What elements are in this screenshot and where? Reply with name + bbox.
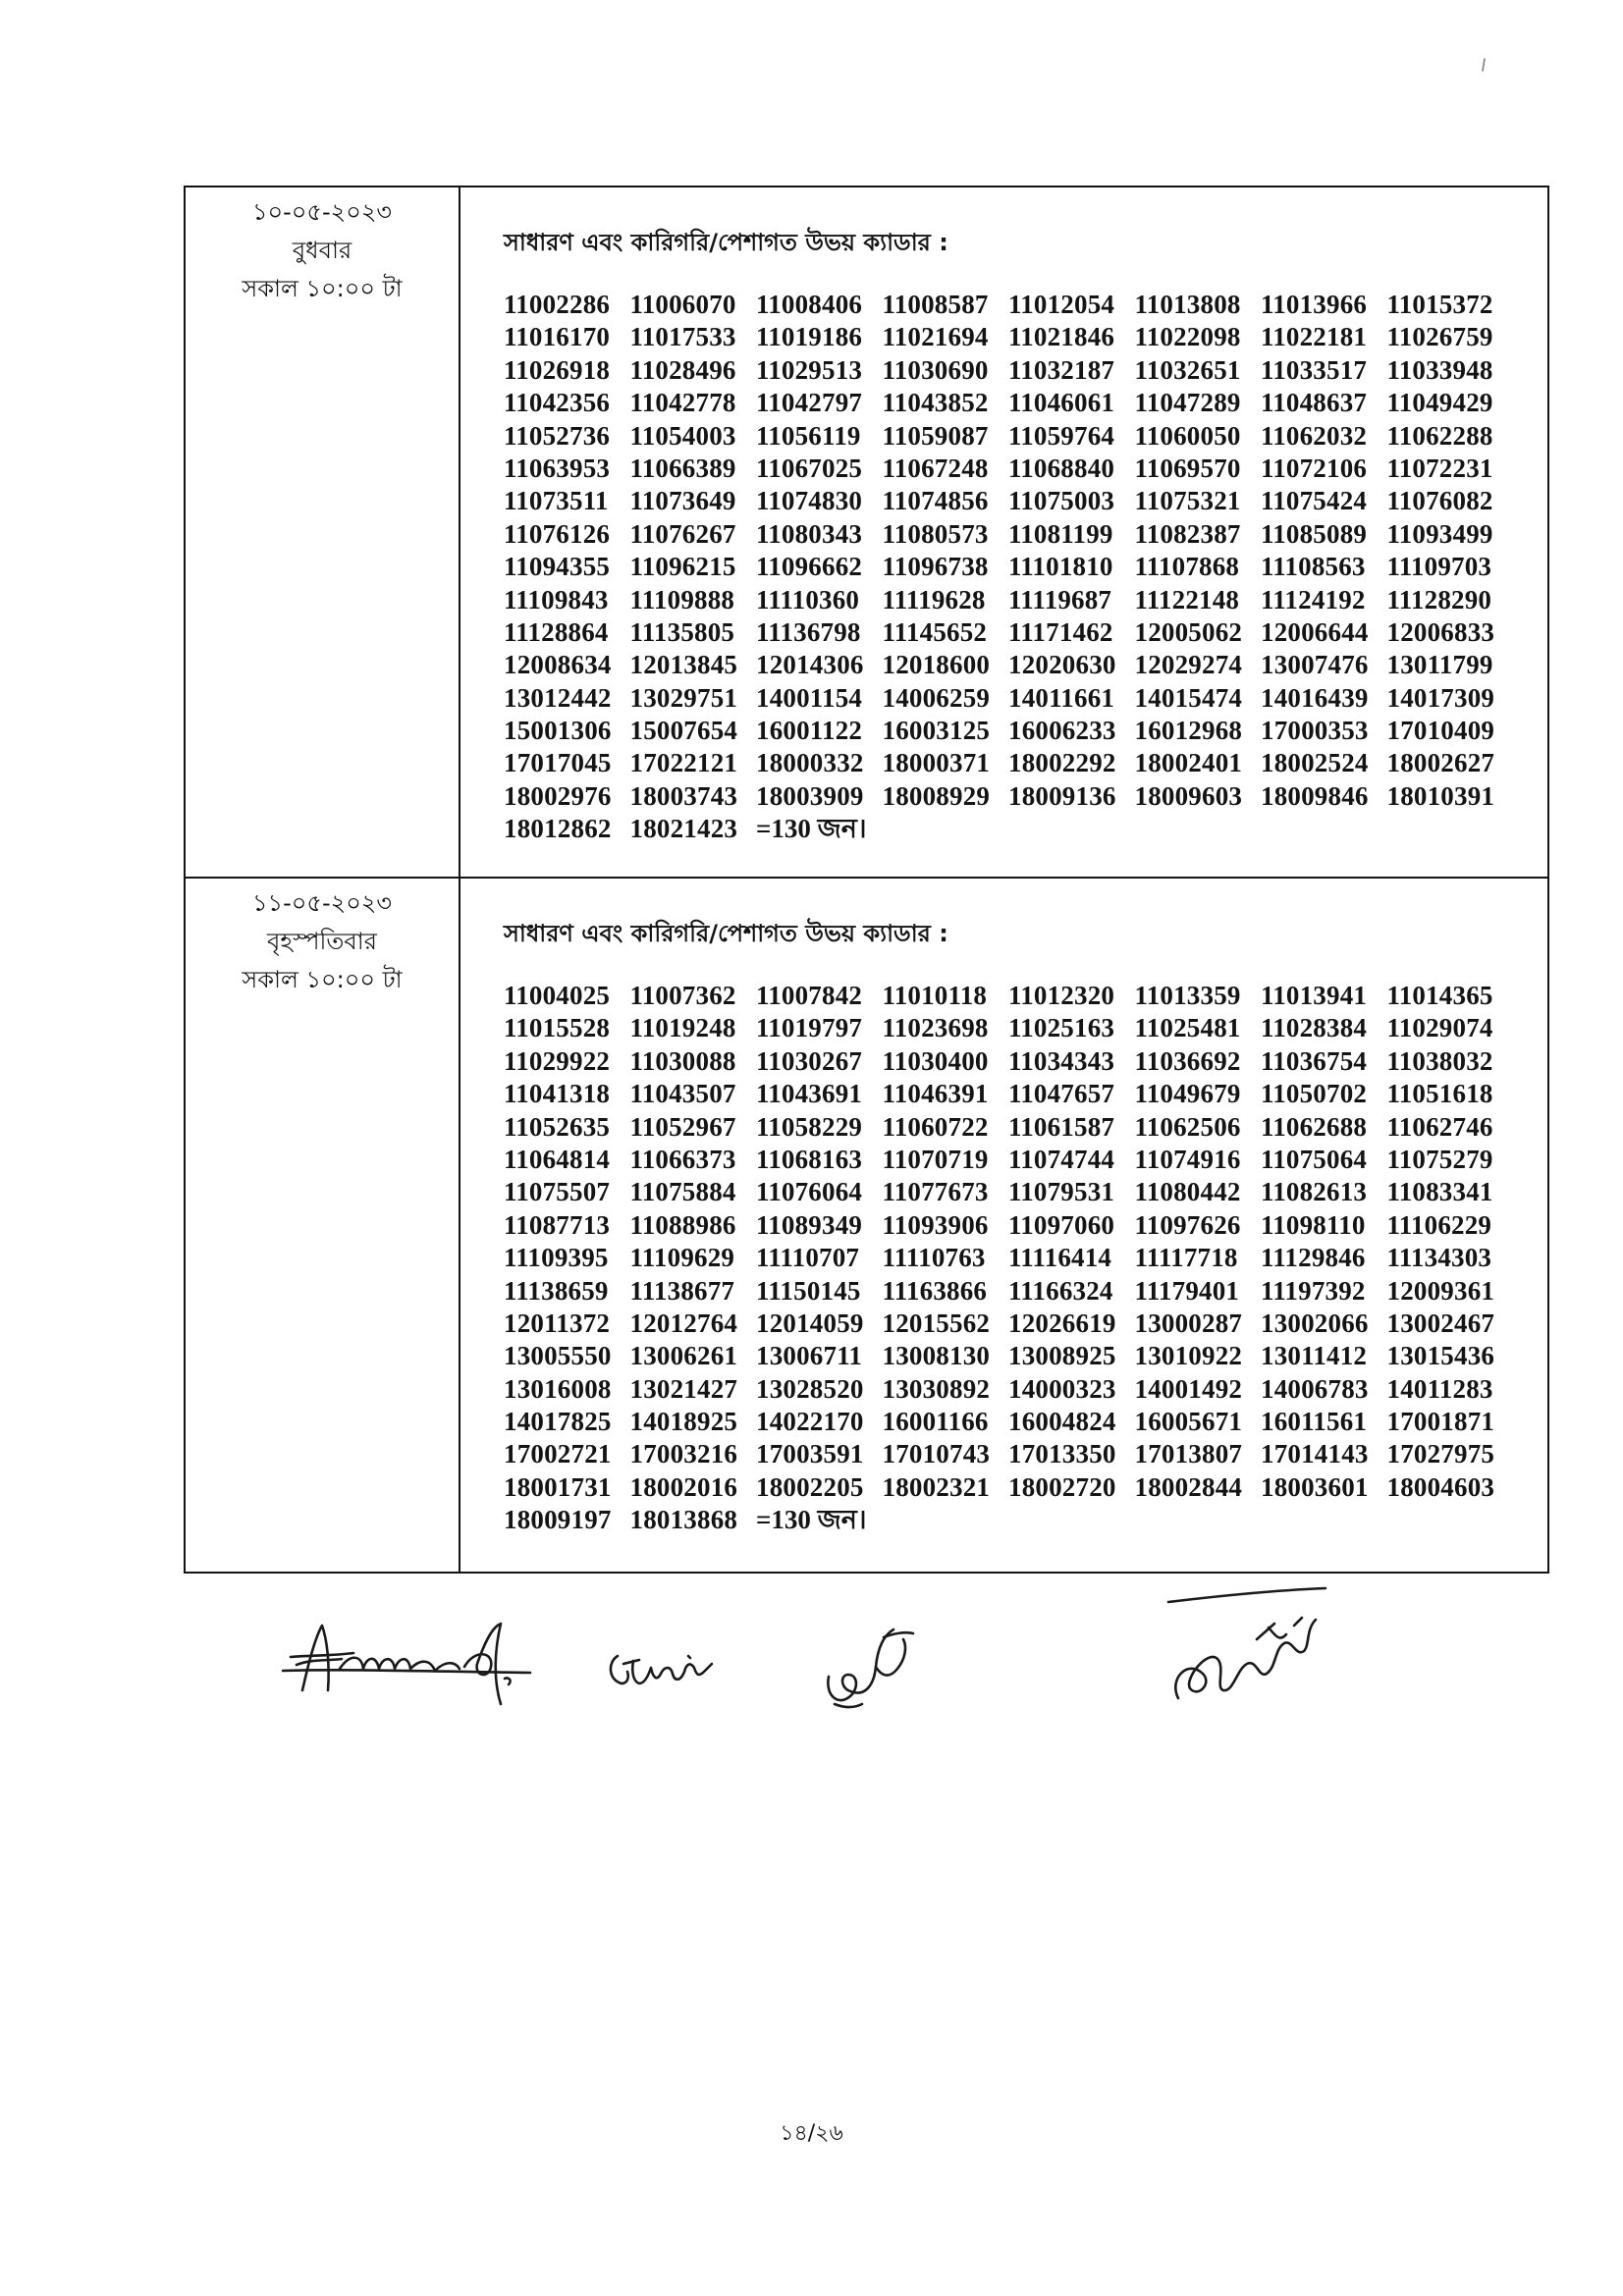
roll-number: 11101810 (1008, 552, 1113, 582)
roll-number: 11002286 (504, 290, 611, 319)
roll-number: 11076082 (1386, 486, 1493, 516)
roll-number: 14000323 (1008, 1373, 1116, 1404)
roll-number: 17003216 (629, 1439, 738, 1469)
roll-number: 11034343 (1008, 1045, 1115, 1076)
roll-number: 11138659 (504, 1275, 609, 1306)
roll-number: 12014059 (756, 1308, 864, 1338)
roll-number: 11062032 (1261, 420, 1368, 451)
signature-4 (1159, 1580, 1335, 1713)
exam-date: ১০-০৫-২০২৩ (251, 198, 393, 226)
roll-number: 11074916 (1134, 1144, 1241, 1174)
roll-number: 11179401 (1134, 1275, 1240, 1306)
roll-number: 13016008 (504, 1373, 612, 1404)
roll-number: 16003125 (882, 716, 991, 746)
roll-number: 11094355 (504, 552, 611, 582)
roll-number: 11042778 (629, 388, 736, 418)
roll-number: 18013868 (629, 1505, 738, 1535)
roll-number: 11163866 (882, 1275, 988, 1306)
roll-number: 14015474 (1134, 682, 1243, 713)
roll-number: 11093499 (1386, 518, 1493, 549)
roll-number: 11043507 (629, 1079, 736, 1109)
roll-number: 11145652 (882, 616, 988, 647)
roll-number: 11021694 (882, 322, 989, 352)
roll-number: 11080442 (1134, 1177, 1241, 1207)
roll-number: 11043691 (756, 1079, 863, 1109)
roll-number: 11166324 (1008, 1275, 1113, 1306)
roll-number: 11013966 (1261, 290, 1368, 319)
roll-number: 11075507 (504, 1177, 611, 1207)
roll-number: 11075279 (1386, 1144, 1493, 1174)
roll-number: 11119687 (1008, 584, 1112, 614)
roll-number: 18002524 (1261, 748, 1369, 778)
roll-number: 11096738 (882, 552, 989, 582)
roll-number: 17014143 (1261, 1439, 1369, 1469)
roll-number: 13010922 (1134, 1341, 1243, 1371)
roll-number: 14017309 (1386, 682, 1495, 713)
roll-number: 17013807 (1134, 1439, 1243, 1469)
roll-number: 11047657 (1008, 1079, 1115, 1109)
roll-number: 11015372 (1386, 290, 1493, 319)
roll-number: 13000287 (1134, 1308, 1243, 1338)
roll-number: 18002205 (756, 1471, 864, 1502)
roll-number: 12026619 (1008, 1308, 1116, 1338)
roll-number: 13006711 (756, 1341, 863, 1371)
roll-number: 11085089 (1261, 518, 1368, 549)
roll-number: 16004824 (1008, 1407, 1116, 1437)
roll-number: 11066389 (629, 453, 736, 483)
roll-number: 11017533 (629, 322, 736, 352)
roll-number: 18003909 (756, 780, 864, 811)
roll-number: 11021846 (1008, 322, 1115, 352)
total-count: =130 জন। (756, 814, 867, 844)
roll-number: 18000332 (756, 748, 864, 778)
roll-number: 11049429 (1386, 388, 1493, 418)
roll-number: 13007476 (1261, 650, 1369, 680)
roll-number: 17027975 (1386, 1439, 1495, 1469)
roll-number: 12008634 (504, 650, 612, 680)
roll-number: 12006644 (1261, 616, 1369, 647)
schedule-row (186, 187, 1547, 877)
roll-number: 11059764 (1008, 420, 1115, 451)
roll-number: 18009136 (1008, 780, 1116, 811)
roll-number: 17000353 (1261, 716, 1369, 746)
roll-number: 11013941 (1261, 981, 1368, 1010)
roll-number: 11041318 (504, 1079, 611, 1109)
roll-number: 11050702 (1261, 1079, 1368, 1109)
roll-number: 11049679 (1134, 1079, 1241, 1109)
roll-number: 11058229 (756, 1111, 863, 1142)
roll-number: 11080343 (756, 518, 863, 549)
signature-1 (273, 1610, 548, 1723)
roll-number: 11032187 (1008, 354, 1115, 385)
roll-number: 11062746 (1386, 1111, 1493, 1142)
roll-number: 11052967 (629, 1111, 736, 1142)
schedule-row (186, 877, 1547, 1572)
roll-number: 18002401 (1134, 748, 1243, 778)
roll-number: 12011372 (504, 1308, 611, 1338)
roll-number: 11042797 (756, 388, 863, 418)
roll-number: 13012442 (504, 682, 612, 713)
roll-number: 11030400 (882, 1045, 989, 1076)
roll-number: 12015562 (882, 1308, 991, 1338)
roll-number: 17003591 (756, 1439, 864, 1469)
roll-number: 16012968 (1134, 716, 1243, 746)
roll-number: 14022170 (756, 1407, 864, 1437)
roll-number: 11088986 (629, 1209, 736, 1240)
roll-number: 11110763 (882, 1243, 986, 1273)
roll-cell (460, 879, 1547, 1572)
roll-number: 13006261 (629, 1341, 738, 1371)
roll-number-list (504, 289, 1513, 846)
roll-number: 11082613 (1261, 1177, 1368, 1207)
roll-number: 11062506 (1134, 1111, 1241, 1142)
roll-number: 11052736 (504, 420, 611, 451)
roll-number: 11028384 (1261, 1013, 1368, 1043)
roll-number: 14011661 (1008, 682, 1115, 713)
roll-number: 17013350 (1008, 1439, 1116, 1469)
roll-number: 18003743 (629, 780, 738, 811)
roll-number: 11083341 (1386, 1177, 1493, 1207)
roll-number: 11109395 (504, 1243, 609, 1273)
roll-number: 11089349 (756, 1209, 863, 1240)
roll-number: 11080573 (882, 518, 989, 549)
roll-number: 14006259 (882, 682, 991, 713)
roll-number: 18002627 (1386, 748, 1495, 778)
roll-number: 17002721 (504, 1439, 612, 1469)
roll-number: 11019186 (756, 322, 863, 352)
roll-number: 11012054 (1008, 290, 1115, 319)
roll-number: 16001166 (882, 1407, 989, 1437)
roll-number: 11096662 (756, 552, 863, 582)
roll-number: 18002720 (1008, 1471, 1116, 1502)
roll-number: 13005550 (504, 1341, 612, 1371)
roll-number: 11076064 (756, 1177, 863, 1207)
roll-number: 14011283 (1386, 1373, 1493, 1404)
roll-number: 11076126 (504, 518, 611, 549)
roll-number: 11033948 (1386, 354, 1493, 385)
roll-number: 16011561 (1261, 1407, 1368, 1437)
roll-number: 16001122 (756, 716, 863, 746)
roll-number: 11030690 (882, 354, 989, 385)
roll-number: 11074856 (882, 486, 989, 516)
roll-number: 11072106 (1261, 453, 1368, 483)
roll-number: 11048637 (1261, 388, 1368, 418)
roll-number: 16006233 (1008, 716, 1116, 746)
roll-number: 11036754 (1261, 1045, 1368, 1076)
roll-number: 14006783 (1261, 1373, 1369, 1404)
roll-number: 11077673 (882, 1177, 989, 1207)
roll-number: 11082387 (1134, 518, 1241, 549)
page-number: ১৪/২৬ (780, 2121, 843, 2146)
roll-number: 11124192 (1261, 584, 1366, 614)
roll-number: 14017825 (504, 1407, 612, 1437)
roll-number: 11074830 (756, 486, 863, 516)
roll-number: 18002016 (629, 1471, 738, 1502)
roll-number: 11074744 (1008, 1144, 1115, 1174)
roll-number: 11073649 (629, 486, 736, 516)
roll-number: 11128864 (504, 616, 609, 647)
roll-number: 12012764 (629, 1308, 738, 1338)
roll-number: 11013808 (1134, 290, 1241, 319)
roll-number: 11028496 (629, 354, 736, 385)
roll-number: 11019797 (756, 1013, 863, 1043)
roll-number: 11109629 (629, 1243, 735, 1273)
roll-number: 11087713 (504, 1209, 611, 1240)
roll-number: 11061587 (1008, 1111, 1115, 1142)
roll-number: 11007842 (756, 981, 863, 1010)
roll-number: 17010743 (882, 1439, 991, 1469)
roll-number: 12005062 (1134, 616, 1243, 647)
roll-number: 11038032 (1386, 1045, 1493, 1076)
roll-number: 11033517 (1261, 354, 1368, 385)
roll-number: 11026918 (504, 354, 611, 385)
roll-number: 11171462 (1008, 616, 1113, 647)
roll-number: 11030088 (629, 1045, 736, 1076)
roll-number: 11096215 (629, 552, 736, 582)
cadre-heading: সাধারণ এবং কারিগরি/পেশাগত উভয় ক্যাডার : (504, 920, 948, 947)
roll-number: 17022121 (629, 748, 738, 778)
roll-number: 11052635 (504, 1111, 611, 1142)
roll-number: 13002066 (1261, 1308, 1369, 1338)
exam-weekday: বৃহস্পতিবার (267, 928, 377, 955)
roll-number: 18001731 (504, 1471, 612, 1502)
roll-number: 14001492 (1134, 1373, 1243, 1404)
roll-number-list (504, 980, 1513, 1537)
roll-number: 13029751 (629, 682, 738, 713)
roll-number: 11108563 (1261, 552, 1366, 582)
roll-number: 12018600 (882, 650, 991, 680)
roll-number: 11079531 (1008, 1177, 1115, 1207)
roll-number: 18002321 (882, 1471, 991, 1502)
roll-number: 11046061 (1008, 388, 1115, 418)
roll-number: 11069570 (1134, 453, 1241, 483)
roll-number: 18009603 (1134, 780, 1243, 811)
date-cell (186, 879, 460, 1572)
signature-2 (594, 1634, 722, 1698)
roll-number: 11030267 (756, 1045, 863, 1076)
roll-number: 11036692 (1134, 1045, 1241, 1076)
roll-number: 11060722 (882, 1111, 989, 1142)
roll-number: 11029922 (504, 1045, 611, 1076)
roll-number: 11013359 (1134, 981, 1241, 1010)
roll-number: 11070719 (882, 1144, 989, 1174)
roll-number: 11138677 (629, 1275, 735, 1306)
roll-number: 11014365 (1386, 981, 1493, 1010)
roll-number: 11072231 (1386, 453, 1493, 483)
total-count: =130 জন। (756, 1505, 867, 1535)
roll-number: 11109888 (629, 584, 735, 614)
roll-number: 11006070 (629, 290, 736, 319)
roll-number: 11007362 (629, 981, 736, 1010)
roll-number: 11116414 (1008, 1243, 1112, 1273)
roll-number: 14016439 (1261, 682, 1369, 713)
roll-number: 11064814 (504, 1144, 611, 1174)
roll-number: 12020630 (1008, 650, 1116, 680)
roll-number: 11054003 (629, 420, 736, 451)
roll-number: 11029513 (756, 354, 863, 385)
roll-number: 13008130 (882, 1341, 991, 1371)
roll-cell (460, 187, 1547, 877)
date-cell (186, 187, 460, 877)
roll-number: 11119628 (882, 584, 986, 614)
roll-number: 18004603 (1386, 1471, 1495, 1502)
roll-number: 11107868 (1134, 552, 1240, 582)
roll-number: 18008929 (882, 780, 991, 811)
roll-number: 12006833 (1386, 616, 1495, 647)
roll-number: 11022181 (1261, 322, 1368, 352)
roll-number: 11062688 (1261, 1111, 1368, 1142)
roll-number: 17017045 (504, 748, 612, 778)
exam-schedule-table (184, 186, 1549, 1574)
roll-number: 18010391 (1386, 780, 1495, 811)
roll-number: 11025481 (1134, 1013, 1241, 1043)
roll-number: 11075003 (1008, 486, 1115, 516)
roll-number: 12029274 (1134, 650, 1243, 680)
roll-number: 13011412 (1261, 1341, 1368, 1371)
roll-number: 11067248 (882, 453, 989, 483)
roll-number: 11016170 (504, 322, 611, 352)
roll-number: 11093906 (882, 1209, 989, 1240)
roll-number: 11075064 (1261, 1144, 1368, 1174)
roll-number: 11075321 (1134, 486, 1241, 516)
roll-number: 11109843 (504, 584, 609, 614)
roll-number: 12014306 (756, 650, 864, 680)
roll-number: 18021423 (629, 814, 738, 844)
roll-number: 13021427 (629, 1373, 738, 1404)
roll-number: 11023698 (882, 1013, 989, 1043)
roll-number: 11073511 (504, 486, 609, 516)
roll-number: 17010409 (1386, 716, 1495, 746)
roll-number: 15001306 (504, 716, 612, 746)
roll-number: 11063953 (504, 453, 611, 483)
roll-number: 11012320 (1008, 981, 1115, 1010)
roll-number: 12009361 (1386, 1275, 1495, 1306)
roll-number: 11029074 (1386, 1013, 1493, 1043)
roll-number: 13008925 (1008, 1341, 1116, 1371)
roll-number: 11047289 (1134, 388, 1241, 418)
roll-number: 13028520 (756, 1373, 864, 1404)
roll-number: 11122148 (1134, 584, 1240, 614)
roll-number: 11109703 (1386, 552, 1492, 582)
roll-number: 17001871 (1386, 1407, 1495, 1437)
roll-number: 18002844 (1134, 1471, 1243, 1502)
roll-number: 11025163 (1008, 1013, 1115, 1043)
roll-number: 11081199 (1008, 518, 1113, 549)
roll-number: 11042356 (504, 388, 611, 418)
roll-number: 14018925 (629, 1407, 738, 1437)
roll-number: 13011799 (1386, 650, 1493, 680)
roll-number: 11068163 (756, 1144, 863, 1174)
roll-number: 11076267 (629, 518, 736, 549)
roll-number: 11004025 (504, 981, 611, 1010)
roll-number: 11019248 (629, 1013, 736, 1043)
roll-number: 11110707 (756, 1243, 860, 1273)
roll-number: 11135805 (629, 616, 735, 647)
roll-number: 11022098 (1134, 322, 1241, 352)
roll-number: 18002976 (504, 780, 612, 811)
roll-number: 13002467 (1386, 1308, 1495, 1338)
roll-number: 11110360 (756, 584, 860, 614)
roll-number: 11150145 (756, 1275, 861, 1306)
roll-number: 18003601 (1261, 1471, 1369, 1502)
roll-number: 11046391 (882, 1079, 989, 1109)
exam-weekday: বুধবার (292, 237, 352, 264)
roll-number: 11097060 (1008, 1209, 1115, 1240)
roll-number: 11010118 (882, 981, 988, 1010)
roll-number: 11097626 (1134, 1209, 1241, 1240)
roll-number: 11197392 (1261, 1275, 1366, 1306)
roll-number: 11059087 (882, 420, 989, 451)
roll-number: 11136798 (756, 616, 861, 647)
scan-mark (1473, 55, 1496, 79)
roll-number: 18012862 (504, 814, 612, 844)
roll-number: 13015436 (1386, 1341, 1495, 1371)
roll-number: 18000371 (882, 748, 991, 778)
roll-number: 11098110 (1261, 1209, 1366, 1240)
roll-number: 11134303 (1386, 1243, 1492, 1273)
roll-number: 11062288 (1386, 420, 1493, 451)
cadre-heading: সাধারণ এবং কারিগরি/পেশাগত উভয় ক্যাডার : (504, 229, 948, 256)
roll-number: 11128290 (1386, 584, 1492, 614)
roll-number: 11106229 (1386, 1209, 1492, 1240)
roll-number: 11060050 (1134, 420, 1241, 451)
roll-number: 18002292 (1008, 748, 1116, 778)
roll-number: 18009846 (1261, 780, 1369, 811)
roll-number: 11066373 (629, 1144, 736, 1174)
signature-3 (815, 1618, 928, 1716)
roll-number: 11008406 (756, 290, 863, 319)
roll-number: 11032651 (1134, 354, 1241, 385)
roll-number: 11129846 (1261, 1243, 1366, 1273)
roll-number: 11117718 (1134, 1243, 1238, 1273)
roll-number: 11015528 (504, 1013, 611, 1043)
roll-number: 16005671 (1134, 1407, 1243, 1437)
roll-number: 15007654 (629, 716, 738, 746)
exam-date: ১১-০৫-২০২৩ (251, 889, 393, 917)
roll-number: 11026759 (1386, 322, 1493, 352)
exam-time: সকাল ১০:০০ টা (242, 275, 403, 302)
exam-time: সকাল ১০:০০ টা (242, 966, 403, 993)
roll-number: 12013845 (629, 650, 738, 680)
roll-number: 11075884 (629, 1177, 736, 1207)
roll-number: 11056119 (756, 420, 861, 451)
roll-number: 18009197 (504, 1505, 612, 1535)
roll-number: 11068840 (1008, 453, 1115, 483)
roll-number: 11051618 (1386, 1079, 1493, 1109)
roll-number: 14001154 (756, 682, 863, 713)
roll-number: 11067025 (756, 453, 863, 483)
roll-number: 13030892 (882, 1373, 991, 1404)
roll-number: 11075424 (1261, 486, 1368, 516)
roll-number: 11043852 (882, 388, 989, 418)
roll-number: 11008587 (882, 290, 989, 319)
